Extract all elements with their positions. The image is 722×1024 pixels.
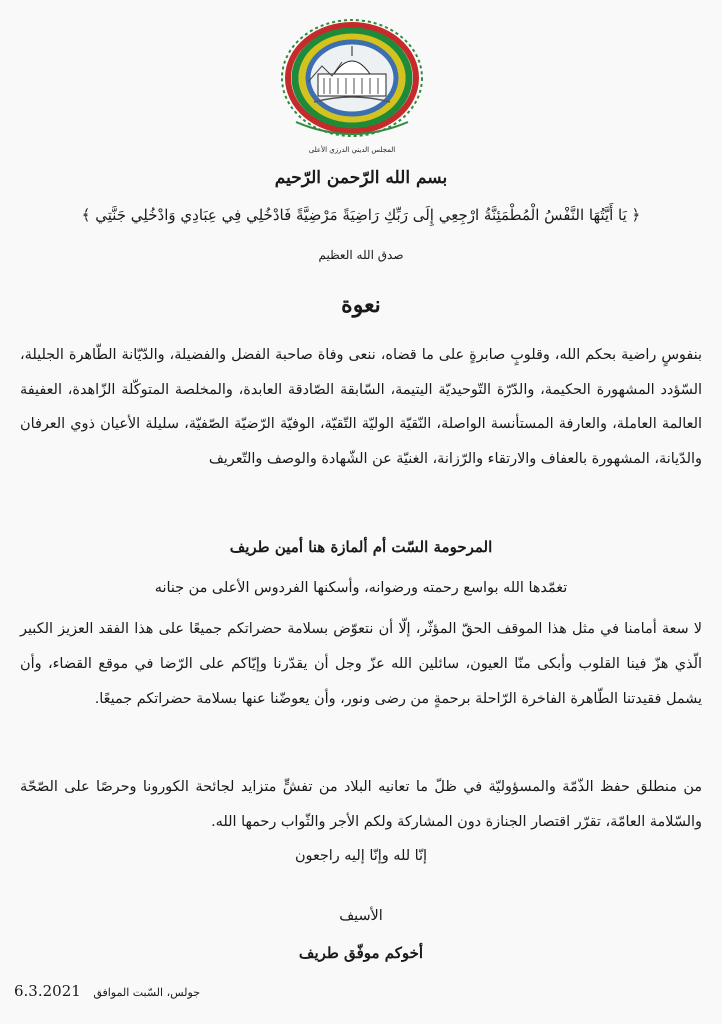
place-and-day: جولس، السّبت الموافق — [93, 986, 200, 999]
council-seal-logo — [268, 6, 436, 166]
funeral-notice-paragraph: من منطلق حفظ الذّمّة والمسؤوليّة في ظلّ ما تعانيه البلاد من تفشٍّ متزايد لجائحة الكورونا وحرصًا على الصّحّة والسّلامة العامّة، تقرّر اقتصار الجنازة دون المشاركة ولكم الأجر والثّواب رحمها الله. — [20, 779, 702, 830]
mercy-prayer: تغمّدها الله بواسع رحمته ورضوانه، وأسكنها الفردوس الأعلى من جنانه — [154, 580, 568, 596]
signature-name: أخوكم موفّق طريف — [298, 944, 424, 962]
quran-verse: ﴿ يَا أَيَّتُهَا النَّفْسُ الْمُطْمَئِنَّةُ ارْجِعِي إِلَى رَبِّكِ رَاضِيَةً مَرْضِيَّةً فَادْخُلِي فِي عِبَادِي وَادْخُلِي جَنَّتِي ﴾ — [81, 206, 641, 224]
verse-closing: صدق الله العظيم — [318, 248, 404, 262]
closing-phrase: إنّا لله وإنّا إليه راجعون — [294, 848, 428, 864]
page-title: نعوة — [341, 292, 381, 318]
date: 6.3.2021 — [14, 982, 81, 1000]
deceased-name: المرحومة السّت أم ألمازة هنا أمين طريف — [229, 538, 493, 556]
announcement-paragraph: بنفوسٍ راضية بحكم الله، وقلوبٍ صابرةٍ على ما قضاه، ننعى وفاة صاحبة الفضل والفضيلة، والدّيّانة الطّاهرة الجليلة، السّؤدد المشهورة الحكيمة، والدّرّة التّوحيديّة اليتيمة، السّابقة الصّادقة العابدة، والمخلصة المتوكّلة الزّاهدة، العفيفة العالمة العاملة، والعارفة المستأنسة الواصلة، النّقيّة الوليّة التّقيّة، الوفيّة الرّضيّة الصّفيّة، سليلة الأعيان ذوي العرفان والدّيانة، المشهورة بالعفاف والارتقاء والرّزانة، الغنيّة عن الشّهادة والوصف والتّعريف — [20, 347, 702, 467]
signature-label: الأسيف — [339, 908, 383, 924]
basmala-heading: بسم الله الرّحمن الرّحيم — [274, 168, 448, 188]
seal-emblem-icon — [268, 6, 436, 166]
condolence-paragraph: لا سعة أمامنا في مثل هذا الموقف الحقّ المؤثّر، إلّا أن نتعوّض بسلامة حضراتكم جميعًا على هذا الفقد العزيز الكبير الّذي هزّ فينا القلوب وأبكى منّا العيون، سائلين الله عزّ وجل أن يقدّرنا وإيّاكم على الرّضا في موقع القضاء، وأن يشمل فقيدتنا الطّاهرة الفاخرة الرّاحلة برحمةٍ من رضى ونور، وأن يعوضّنا عنها بسلامة حضراتكم جميعًا. — [20, 621, 702, 707]
seal-caption: المجلس الديني الدرزي الأعلى — [308, 146, 396, 154]
